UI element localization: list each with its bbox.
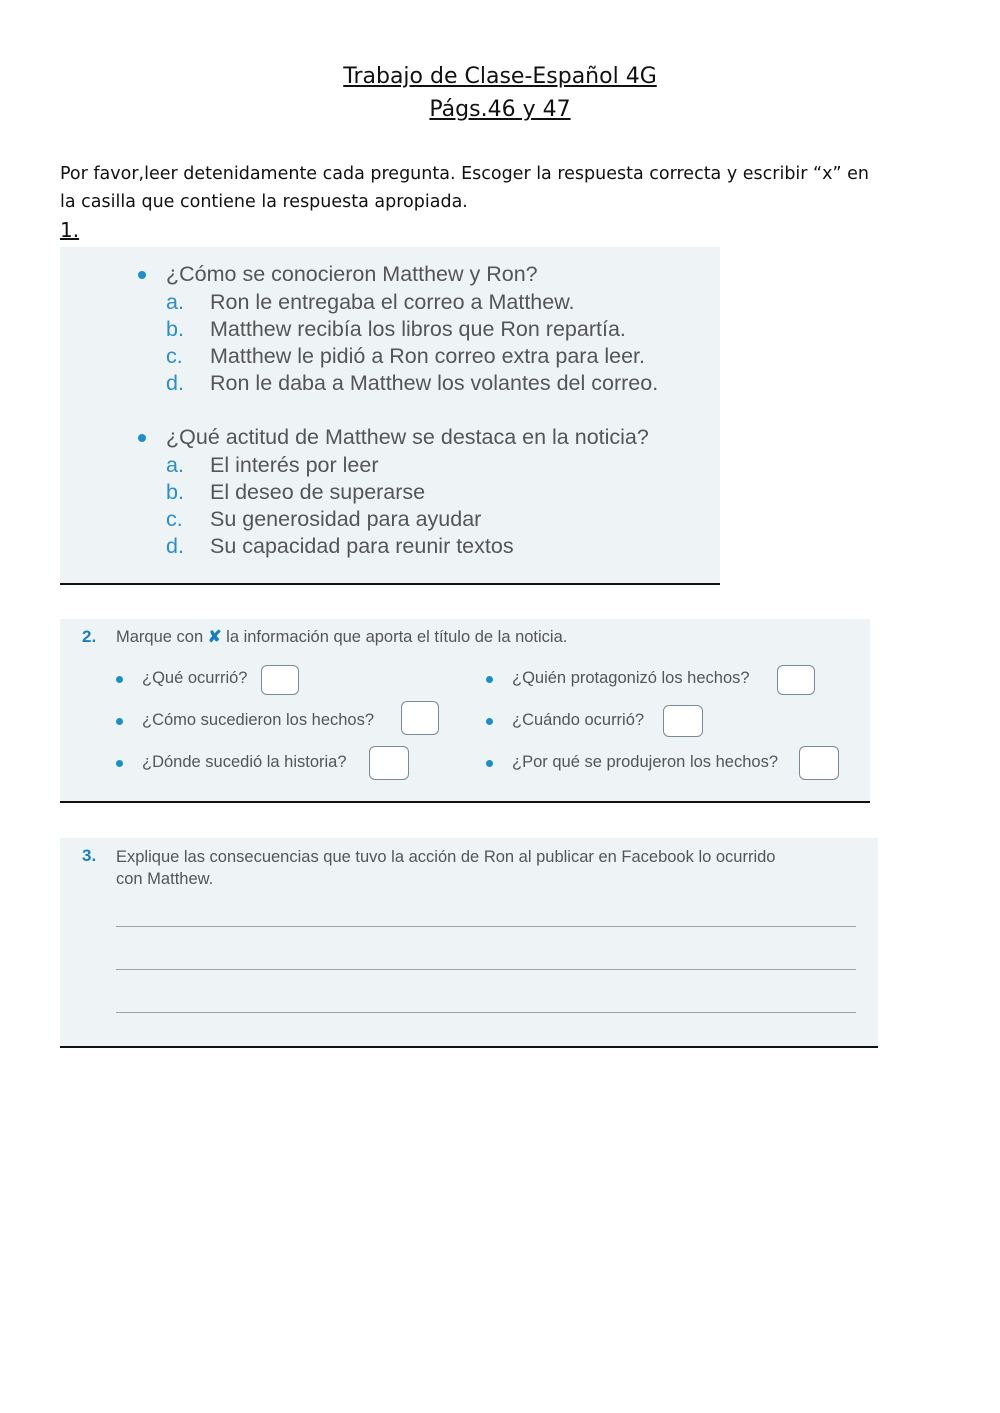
- checkbox-por-que[interactable]: [799, 746, 839, 780]
- answer-line-3[interactable]: [116, 1012, 856, 1013]
- bullet-icon: [116, 760, 123, 767]
- option-text[interactable]: Matthew recibía los libros que Ron repartía.: [210, 317, 626, 341]
- bullet-icon: [486, 718, 493, 725]
- checkbox-que-ocurrio[interactable]: [261, 665, 299, 695]
- checkbox-como-sucedieron[interactable]: [401, 701, 439, 735]
- bullet-icon: [116, 718, 123, 725]
- answer-line-1[interactable]: [116, 926, 856, 927]
- option-text[interactable]: Ron le daba a Matthew los volantes del correo.: [210, 371, 659, 395]
- section-3-panel: [60, 838, 878, 1048]
- option-text[interactable]: Ron le entregaba el correo a Matthew.: [210, 290, 575, 314]
- question-1b: ¿Qué actitud de Matthew se destaca en la noticia?: [166, 425, 649, 449]
- section-2-prompt: [116, 627, 567, 647]
- page-title: Trabajo de Clase-Español 4G: [343, 64, 657, 89]
- section-3-number: 3.: [82, 846, 97, 865]
- section-2-number: 2.: [82, 627, 97, 646]
- option-letter[interactable]: a.: [166, 453, 184, 477]
- bullet-icon: [138, 434, 146, 442]
- item-que-ocurrio: ¿Qué ocurrió?: [142, 669, 248, 687]
- answer-line-2[interactable]: [116, 969, 856, 970]
- option-letter[interactable]: c.: [166, 344, 183, 368]
- item-cuando-ocurrio: ¿Cuándo ocurrió?: [512, 711, 645, 729]
- checkbox-donde-sucedio[interactable]: [369, 746, 409, 780]
- bullet-icon: [138, 271, 146, 279]
- section-3-prompt-line-2: con Matthew.: [116, 870, 214, 888]
- instructions-line-2: la casilla que contiene la respuesta apropiada.: [60, 192, 468, 212]
- section-3-prompt: [116, 846, 775, 890]
- instructions-line-1: Por favor,leer detenidamente cada pregunta. Escoger la respuesta correcta y escribir “x” en: [60, 164, 869, 184]
- item-como-sucedieron: ¿Cómo sucedieron los hechos?: [142, 711, 375, 729]
- bullet-icon: [486, 760, 493, 767]
- item-por-que: ¿Por qué se produjeron los hechos?: [512, 753, 778, 771]
- section-1-panel: [60, 247, 720, 585]
- option-letter[interactable]: c.: [166, 507, 183, 531]
- section-1-number: 1.: [60, 218, 80, 242]
- option-letter[interactable]: d.: [166, 534, 184, 558]
- option-letter[interactable]: b.: [166, 480, 184, 504]
- option-letter[interactable]: a.: [166, 290, 184, 314]
- page-subtitle: Págs.46 y 47: [429, 97, 571, 122]
- option-text[interactable]: Matthew le pidió a Ron correo extra para leer.: [210, 344, 646, 368]
- instructions: [60, 160, 940, 216]
- bullet-icon: [116, 676, 123, 683]
- bullet-icon: [486, 676, 493, 683]
- option-letter[interactable]: d.: [166, 371, 184, 395]
- option-text[interactable]: El deseo de superarse: [210, 480, 426, 504]
- item-quien-protagonizo: ¿Quién protagonizó los hechos?: [512, 669, 750, 687]
- section-2-panel: [60, 619, 870, 803]
- option-text[interactable]: Su generosidad para ayudar: [210, 507, 482, 531]
- section-3-prompt-line-1: Explique las consecuencias que tuvo la acción de Ron al publicar en Facebook lo ocurrido: [116, 848, 776, 866]
- item-donde-sucedio: ¿Dónde sucedió la historia?: [142, 753, 347, 771]
- prompt-before: Marque con: [116, 628, 204, 646]
- checkbox-cuando-ocurrio[interactable]: [663, 705, 703, 737]
- prompt-after: la información que aporta el título de la noticia.: [226, 628, 568, 646]
- x-mark-icon: ✘: [207, 628, 222, 646]
- option-letter[interactable]: b.: [166, 317, 184, 341]
- question-1a: ¿Cómo se conocieron Matthew y Ron?: [166, 262, 538, 286]
- option-text[interactable]: El interés por leer: [210, 453, 379, 477]
- option-text[interactable]: Su capacidad para reunir textos: [210, 534, 514, 558]
- checkbox-quien-protagonizo[interactable]: [777, 665, 815, 695]
